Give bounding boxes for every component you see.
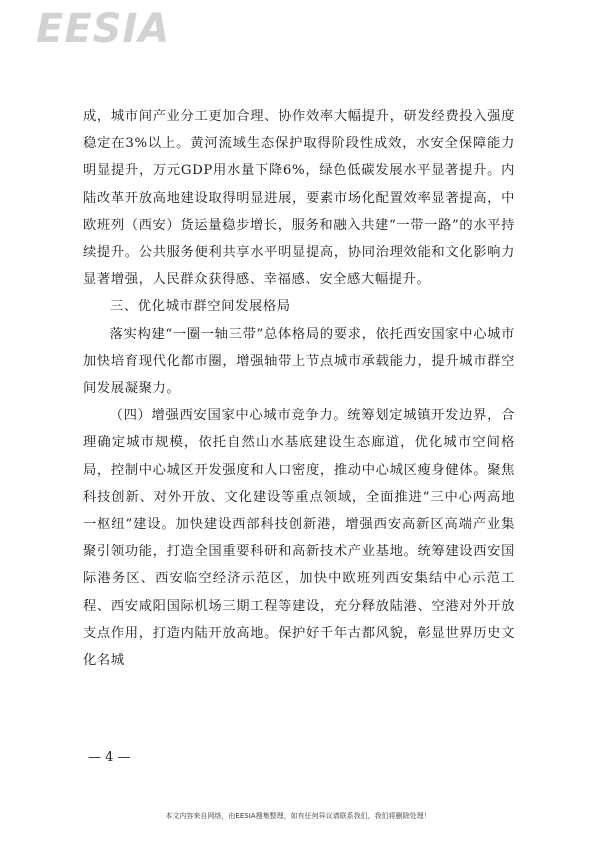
- section-heading: 三、优化城市群空间发展格局: [110, 299, 291, 315]
- body-paragraph-continued: 成，城市间产业分工更加合理、协作效率大幅提升，研发经费投入强度稳定在3%以上。黄河流域生态保护取得阶段性成效，水安全保障能力明显提升，万元GDP用水量下降6%，绿色低碳发展水平显著提升。内陆改革开放高地建设取得明显进展，要素市场化配置效率显著提高，中欧班列（西安）货运量稳步增长，服务和融入共建“一带一路”的水平持续提升。公共服务便利共享水平明显提高，协同治理效能和文化影响力显著增强，人民群众获得感、幸福感、安全感大幅提升。: [83, 109, 515, 288]
- footer-notice: 本文内容来自网络，由EESIA搜集整理，如有任何异议请联系我们，我们将删除处理！: [165, 812, 431, 820]
- page-number: — 4 —: [88, 750, 131, 765]
- document-body: [83, 103, 515, 674]
- body-paragraph-intro: 落实构建“一圈一轴三带”总体格局的要求，依托西安国家中心城市加快培育现代化都市圈，增强轴带上节点城市承载能力，提升城市群空间发展凝聚力。: [83, 326, 515, 397]
- body-paragraph-section-4: （四）增强西安国家中心城市竞争力。统筹划定城镇开发边界，合理确定城市规模，依托自然山水基底建设生态廊道，优化城市空间格局，控制中心城区开发强度和人口密度，推动中心城区瘦身健体。聚焦科技创新、对外开放、文化建设等重点领域，全面推进“三中心两高地一枢纽”建设。加快建设西部科技创新港，增强西安高新区高端产业集聚引领功能，打造全国重要科研和高新技术产业基地。统筹建设西安国际港务区、西安临空经济示范区，加快中欧班列西安集结中心示范工程、西安咸阳国际机场三期工程等建设，充分释放陆港、空港对外开放支点作用，打造内陆开放高地。保护好千年古都风貌，彰显世界历史文化名城: [83, 408, 515, 669]
- eesia-watermark-logo: EESIA: [36, 6, 171, 52]
